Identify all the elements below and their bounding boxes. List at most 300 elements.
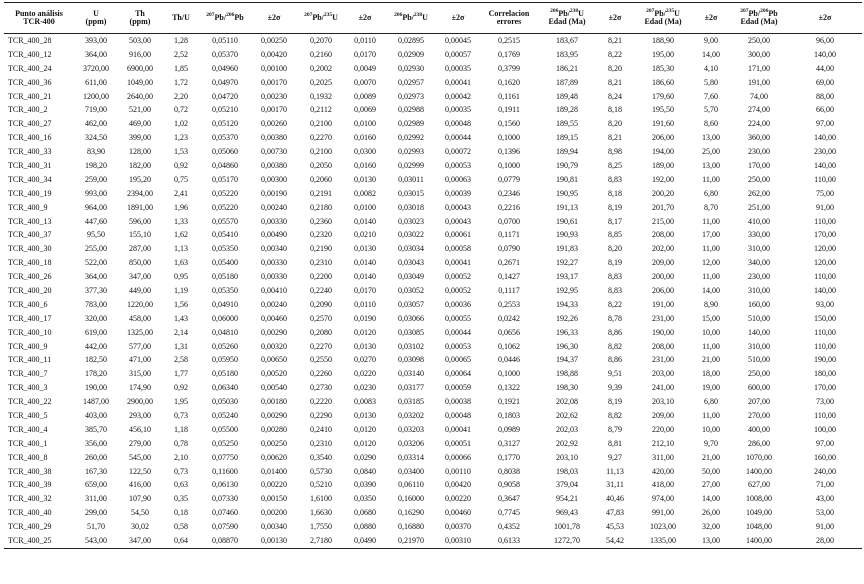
- cell-error-3: 0,00041: [445, 424, 471, 434]
- header-ratio-206-238: $^{206}$Pb/$^{238}$U: [386, 3, 436, 34]
- table-row: [4, 215, 862, 229]
- cell-error-3: 0,00310: [436, 534, 480, 548]
- cell-th-u: 0,73: [174, 466, 188, 476]
- cell-point: TCR_400_21: [8, 91, 52, 101]
- cell-th-u: 2,52: [174, 49, 188, 59]
- cell-age-207-235: 208,00: [652, 341, 674, 351]
- cell-error-1: 0,00620: [261, 452, 287, 462]
- cell-point: TCR_400_34: [8, 174, 52, 184]
- cell-ratio-207-206: 0,05120: [212, 119, 238, 129]
- cell-error-2: 0,0082: [354, 188, 376, 198]
- cell-th-u: 0,92: [174, 383, 188, 393]
- cell-th-ppm: 449,00: [129, 285, 151, 295]
- cell-ratio-207-206: 0,05570: [212, 216, 238, 226]
- table-row: [4, 492, 862, 506]
- cell-error-2: 0,0160: [354, 160, 376, 170]
- cell-ratio-207-235: 0,2050: [310, 160, 332, 170]
- cell-ratio-207-206: 0,05350: [212, 244, 238, 254]
- cell-error-4: 8,21: [608, 35, 622, 45]
- cell-ratio-206-238: 0,02988: [398, 105, 424, 115]
- cell-point: TCR_400_5: [8, 410, 48, 420]
- cell-ratio-206-238: 0,03102: [398, 341, 424, 351]
- cell-age-207-235: 215,00: [652, 216, 674, 226]
- cell-error-2: 0,0840: [354, 466, 376, 476]
- cell-error-4: 9,51: [608, 369, 622, 379]
- cell-u-ppm: 659,00: [85, 480, 107, 490]
- cell-u-ppm: 83,90: [87, 147, 105, 157]
- cell-th-ppm: 399,00: [129, 133, 151, 143]
- table-row: [4, 48, 862, 62]
- cell-th-u: 2,41: [174, 188, 188, 198]
- cell-error-2: 0,0100: [354, 119, 376, 129]
- cell-th-u: 1,95: [174, 397, 188, 407]
- cell-th-u: 1,28: [174, 35, 188, 45]
- cell-age-206-238: 193,17: [556, 272, 578, 282]
- cell-error-6: 44,00: [816, 63, 834, 73]
- cell-th-u: 2,58: [174, 355, 188, 365]
- cell-age-207-206: 230,00: [748, 272, 770, 282]
- cell-u-ppm: 611,00: [85, 77, 107, 87]
- cell-age-207-235: 974,00: [652, 494, 674, 504]
- cell-error-5: 11,00: [702, 244, 720, 254]
- cell-ratio-206-238: 0,03206: [398, 438, 424, 448]
- cell-error-6: 88,00: [816, 91, 834, 101]
- u-pb-data-table: [4, 2, 862, 549]
- cell-error-correlation: 0,1000: [498, 133, 520, 143]
- cell-error-2: 0,0140: [354, 272, 376, 282]
- cell-ratio-207-206: 0,05170: [212, 174, 238, 184]
- cell-error-1: 0,00330: [261, 216, 287, 226]
- cell-ratio-207-206: 0,06000: [212, 313, 238, 323]
- cell-error-5: 19,00: [702, 383, 720, 393]
- header-error-correlation: Correlacion errores: [480, 3, 538, 34]
- cell-error-4: 9,27: [608, 452, 622, 462]
- cell-age-207-206: 1400,00: [730, 534, 788, 548]
- table-row: [4, 451, 862, 465]
- cell-age-207-206: 224,00: [748, 119, 770, 129]
- cell-error-correlation: 0,1911: [498, 105, 520, 115]
- cell-u-ppm: 447,60: [85, 216, 107, 226]
- cell-th-u: 1,23: [174, 133, 188, 143]
- table-row: [4, 353, 862, 367]
- cell-error-4: 8,86: [608, 355, 622, 365]
- cell-age-206-238: 190,93: [556, 230, 578, 240]
- table-row: [4, 367, 862, 381]
- cell-ratio-207-235: 0,2220: [310, 397, 332, 407]
- cell-th-u: 0,72: [174, 105, 188, 115]
- cell-ratio-207-206: 0,06130: [212, 480, 238, 490]
- cell-error-1: 0,00730: [261, 147, 287, 157]
- cell-error-6: 93,00: [816, 299, 834, 309]
- cell-error-correlation: 0,9058: [498, 480, 520, 490]
- cell-ratio-207-206: 0,07460: [212, 508, 238, 518]
- cell-ratio-207-235: 0,2112: [310, 105, 332, 115]
- cell-error-4: 8,81: [608, 438, 622, 448]
- cell-th-u: 1,19: [174, 285, 188, 295]
- cell-age-207-235: 311,00: [652, 452, 674, 462]
- cell-th-u: 1,56: [174, 299, 188, 309]
- cell-age-207-206: 1049,00: [746, 508, 772, 518]
- cell-error-5: 14,00: [702, 49, 720, 59]
- cell-point: TCR_400_17: [8, 313, 52, 323]
- cell-error-3: 0,00110: [445, 466, 471, 476]
- cell-ratio-207-206: 0,05500: [212, 424, 238, 434]
- cell-error-3: 0,00059: [445, 383, 471, 393]
- cell-error-4: 9,39: [608, 383, 622, 393]
- cell-age-207-206: 300,00: [748, 49, 770, 59]
- cell-error-3: 0,00038: [445, 397, 471, 407]
- cell-error-1: 0,00250: [261, 35, 287, 45]
- cell-u-ppm: 719,00: [85, 105, 107, 115]
- table-row: [4, 145, 862, 159]
- cell-error-1: 0,00300: [261, 174, 287, 184]
- cell-age-207-235: 191,60: [652, 119, 674, 129]
- cell-error-2: 0,0160: [354, 133, 376, 143]
- cell-error-4: 8,21: [608, 133, 622, 143]
- cell-th-ppm: 347,00: [129, 272, 151, 282]
- cell-th-u: 2,10: [174, 452, 188, 462]
- cell-age-207-206: 270,00: [748, 410, 770, 420]
- cell-ratio-206-238: 0,02909: [398, 49, 424, 59]
- cell-age-207-235: 212,10: [652, 438, 674, 448]
- cell-u-ppm: 311,00: [85, 494, 107, 504]
- cell-th-u: 1,96: [174, 202, 188, 212]
- cell-error-5: 9,70: [704, 438, 718, 448]
- cell-ratio-207-206: 0,06340: [212, 383, 238, 393]
- cell-u-ppm: 324,50: [85, 133, 107, 143]
- cell-point: TCR_400_28: [8, 35, 52, 45]
- cell-error-6: 73,00: [816, 397, 834, 407]
- cell-error-correlation: 0,1322: [498, 383, 520, 393]
- cell-th-u: 1,53: [174, 147, 188, 157]
- cell-error-1: 0,00520: [261, 369, 287, 379]
- cell-error-correlation: 0,8038: [498, 466, 520, 476]
- cell-point: TCR_400_19: [8, 188, 52, 198]
- cell-error-2: 0,0130: [354, 341, 376, 351]
- cell-ratio-206-238: 0,02973: [398, 91, 424, 101]
- cell-ratio-206-238: 0,03052: [398, 285, 424, 295]
- cell-age-206-238: 192,95: [556, 285, 578, 295]
- cell-point: TCR_400_12: [8, 49, 52, 59]
- cell-error-3: 0,00043: [445, 202, 471, 212]
- cell-u-ppm: 182,50: [85, 355, 107, 365]
- header-error-5: ±2σ: [692, 3, 730, 34]
- cell-error-1: 0,00340: [261, 244, 287, 254]
- cell-age-206-238: 196,33: [556, 327, 578, 337]
- cell-error-4: 8,82: [608, 341, 622, 351]
- cell-error-1: 0,00650: [261, 355, 287, 365]
- cell-error-correlation: 0,2216: [498, 202, 520, 212]
- cell-th-ppm: 1325,00: [127, 327, 153, 337]
- cell-ratio-207-206: 0,05370: [212, 133, 238, 143]
- cell-error-5: 15,00: [702, 313, 720, 323]
- cell-error-5: 4,10: [704, 63, 718, 73]
- cell-ratio-207-206: 0,05180: [212, 369, 238, 379]
- cell-ratio-206-238: 0,03034: [398, 244, 424, 254]
- cell-age-207-235: 188,90: [652, 35, 674, 45]
- cell-error-2: 0,0110: [354, 299, 376, 309]
- cell-age-206-238: 189,48: [556, 91, 578, 101]
- cell-error-6: 53,00: [816, 508, 834, 518]
- cell-error-4: 8,19: [608, 397, 622, 407]
- cell-error-3: 0,00370: [445, 522, 471, 532]
- cell-error-4: 8,18: [608, 105, 622, 115]
- cell-u-ppm: 385,70: [85, 424, 107, 434]
- cell-ratio-207-235: 0,2100: [310, 119, 332, 129]
- cell-point: TCR_400_9: [8, 341, 48, 351]
- table-row: [4, 242, 862, 256]
- cell-error-6: 180,00: [814, 369, 836, 379]
- cell-th-u: 0,63: [174, 480, 188, 490]
- cell-age-207-206: 510,00: [748, 313, 770, 323]
- cell-ratio-206-238: 0,21970: [386, 534, 436, 548]
- cell-ratio-206-238: 0,02993: [398, 147, 424, 157]
- table-row: [4, 534, 862, 548]
- cell-ratio-206-238: 0,03066: [398, 313, 424, 323]
- cell-error-correlation: 0,1000: [498, 369, 520, 379]
- cell-th-u: 0,64: [162, 534, 200, 548]
- cell-age-207-235: 209,00: [652, 258, 674, 268]
- cell-th-u: 1,31: [174, 341, 188, 351]
- cell-error-correlation: 0,2515: [498, 35, 520, 45]
- cell-error-5: 13,00: [692, 534, 730, 548]
- cell-u-ppm: 964,00: [85, 202, 107, 212]
- cell-age-207-235: 191,00: [652, 299, 674, 309]
- cell-error-4: 8,20: [608, 244, 622, 254]
- cell-error-correlation: 0,1161: [498, 91, 520, 101]
- cell-error-4: 40,46: [606, 494, 624, 504]
- cell-th-u: 0,75: [174, 174, 188, 184]
- cell-point: TCR_400_16: [8, 133, 52, 143]
- cell-u-ppm: 320,00: [85, 313, 107, 323]
- cell-error-3: 0,00041: [445, 258, 471, 268]
- table-row: [4, 326, 862, 340]
- cell-error-4: 54,42: [596, 534, 634, 548]
- cell-th-ppm: 471,00: [129, 355, 151, 365]
- cell-ratio-207-206: 0,07590: [212, 522, 238, 532]
- cell-error-6: 97,00: [816, 438, 834, 448]
- header-error-1: ±2σ: [250, 3, 298, 34]
- cell-error-2: 0,0190: [354, 313, 376, 323]
- cell-error-2: 0,0130: [354, 244, 376, 254]
- cell-error-1: 0,00230: [261, 91, 287, 101]
- cell-age-207-206: 250,00: [748, 35, 770, 45]
- cell-error-1: 0,00490: [261, 230, 287, 240]
- cell-error-3: 0,00061: [445, 230, 471, 240]
- table-row: [4, 409, 862, 423]
- cell-error-5: 12,00: [702, 258, 720, 268]
- cell-error-correlation: 0,0700: [498, 216, 520, 226]
- cell-error-correlation: 0,0242: [498, 313, 520, 323]
- cell-error-6: 240,00: [814, 466, 836, 476]
- table-row: [4, 131, 862, 145]
- cell-error-1: 0,00540: [261, 383, 287, 393]
- cell-error-correlation: 0,4352: [498, 522, 520, 532]
- cell-th-u: 0,78: [174, 438, 188, 448]
- cell-ratio-207-235: 0,2270: [310, 341, 332, 351]
- cell-error-2: 0,0350: [354, 494, 376, 504]
- cell-u-ppm: 3720,00: [83, 63, 109, 73]
- cell-error-correlation: 0,1560: [498, 119, 520, 129]
- cell-age-206-238: 198,88: [556, 369, 578, 379]
- cell-age-206-238: 183,67: [556, 35, 578, 45]
- cell-error-3: 0,00048: [445, 119, 471, 129]
- cell-error-3: 0,00072: [445, 147, 471, 157]
- cell-th-ppm: 30,02: [131, 522, 149, 532]
- cell-u-ppm: 619,00: [85, 327, 107, 337]
- cell-th-u: 0,95: [174, 272, 188, 282]
- cell-error-1: 0,00220: [261, 480, 287, 490]
- cell-ratio-207-235: 0,2310: [310, 438, 332, 448]
- cell-u-ppm: 51,70: [87, 522, 105, 532]
- cell-age-207-206: 360,00: [748, 133, 770, 143]
- cell-error-4: 8,22: [608, 299, 622, 309]
- cell-age-207-206: 170,00: [748, 160, 770, 170]
- cell-error-correlation: 0,3647: [498, 494, 520, 504]
- cell-error-6: 140,00: [814, 133, 836, 143]
- cell-th-ppm: 155,10: [129, 230, 151, 240]
- cell-ratio-206-238: 0,03011: [398, 174, 424, 184]
- cell-age-207-235: 189,00: [652, 160, 674, 170]
- cell-age-207-235: 201,70: [652, 202, 674, 212]
- cell-th-ppm: 293,00: [129, 410, 151, 420]
- cell-error-4: 8,20: [608, 119, 622, 129]
- table-row: [4, 284, 862, 298]
- cell-error-3: 0,00053: [445, 160, 471, 170]
- cell-error-5: 6,80: [704, 397, 718, 407]
- cell-point: TCR_400_1: [8, 438, 48, 448]
- cell-error-5: 8,90: [704, 299, 718, 309]
- table-row: [4, 395, 862, 409]
- cell-error-6: 140,00: [814, 49, 836, 59]
- cell-age-207-206: 274,00: [748, 105, 770, 115]
- cell-u-ppm: 255,00: [85, 244, 107, 254]
- table-row: [4, 159, 862, 173]
- cell-th-ppm: 469,00: [129, 119, 151, 129]
- cell-age-207-235: 190,00: [652, 327, 674, 337]
- cell-error-2: 0,0220: [354, 369, 376, 379]
- cell-error-2: 0,0110: [354, 35, 376, 45]
- cell-u-ppm: 377,30: [85, 285, 107, 295]
- cell-ratio-206-238: 0,03203: [398, 424, 424, 434]
- cell-th-ppm: 128,00: [129, 147, 151, 157]
- cell-u-ppm: 1487,00: [83, 397, 109, 407]
- cell-error-6: 170,00: [814, 383, 836, 393]
- cell-th-ppm: 1220,00: [127, 299, 153, 309]
- cell-error-2: 0,0490: [344, 534, 386, 548]
- cell-error-6: 150,00: [814, 313, 836, 323]
- cell-th-ppm: 2640,00: [127, 91, 153, 101]
- cell-error-correlation: 0,3799: [498, 63, 520, 73]
- cell-ratio-206-238: 0,03098: [398, 355, 424, 365]
- cell-ratio-206-238: 0,02930: [398, 63, 424, 73]
- cell-age-207-206: 140,00: [748, 327, 770, 337]
- cell-ratio-207-235: 0,2090: [310, 299, 332, 309]
- cell-error-5: 10,00: [702, 424, 720, 434]
- cell-error-2: 0,0120: [354, 327, 376, 337]
- cell-u-ppm: 1200,00: [83, 91, 109, 101]
- cell-ratio-206-238: 0,03085: [398, 327, 424, 337]
- cell-error-1: 0,00280: [261, 424, 287, 434]
- table-row: [4, 298, 862, 312]
- table-row: [4, 34, 862, 48]
- cell-age-206-238: 189,28: [556, 105, 578, 115]
- cell-error-6: 190,00: [814, 355, 836, 365]
- table-row: [4, 465, 862, 479]
- cell-ratio-207-206: 0,04810: [212, 327, 238, 337]
- cell-age-206-238: 1272,70: [538, 534, 596, 548]
- cell-age-207-235: 195,00: [652, 49, 674, 59]
- table-row: [4, 90, 862, 104]
- cell-error-3: 0,00043: [445, 216, 471, 226]
- cell-error-4: 47,83: [606, 508, 624, 518]
- cell-ratio-207-206: 0,05220: [212, 202, 238, 212]
- cell-point: TCR_400_7: [8, 369, 48, 379]
- cell-ratio-207-206: 0,04960: [212, 63, 238, 73]
- cell-ratio-207-235: 1,6100: [310, 494, 332, 504]
- cell-point: TCR_400_13: [8, 216, 52, 226]
- cell-error-2: 0,0140: [354, 216, 376, 226]
- cell-th-u: 1,77: [174, 369, 188, 379]
- cell-age-207-235: 185,30: [652, 63, 674, 73]
- cell-age-207-235: 192,00: [652, 174, 674, 184]
- table-header: [4, 3, 862, 34]
- cell-ratio-206-238: 0,02957: [398, 77, 424, 87]
- cell-error-5: 9,00: [704, 35, 718, 45]
- cell-ratio-207-206: 0,05220: [212, 188, 238, 198]
- cell-error-2: 0,0290: [354, 452, 376, 462]
- cell-error-2: 0,0049: [354, 63, 376, 73]
- cell-error-2: 0,0300: [354, 147, 376, 157]
- cell-point: TCR_400_24: [8, 63, 52, 73]
- cell-age-207-206: 160,00: [748, 299, 770, 309]
- cell-age-207-235: 194,00: [652, 147, 674, 157]
- cell-error-6: 110,00: [814, 174, 836, 184]
- cell-ratio-207-235: 0,2200: [310, 272, 332, 282]
- cell-error-2: 0,0140: [354, 258, 376, 268]
- cell-age-207-206: 171,00: [748, 63, 770, 73]
- cell-error-1: 0,00460: [261, 313, 287, 323]
- cell-th-u: 1,18: [174, 424, 188, 434]
- cell-ratio-207-235: 2,7180: [298, 534, 344, 548]
- cell-point: TCR_400_11: [8, 355, 52, 365]
- header-age-207-206: $^{207}$Pb/$^{206}$Pb Edad (Ma): [730, 3, 788, 34]
- cell-error-1: 0,00330: [261, 272, 287, 282]
- cell-error-1: 0,00170: [261, 105, 287, 115]
- cell-point: TCR_400_32: [8, 494, 52, 504]
- cell-point: TCR_400_33: [8, 147, 52, 157]
- cell-th-u: 0,73: [174, 410, 188, 420]
- cell-age-207-206: 340,00: [748, 258, 770, 268]
- cell-error-2: 0,0089: [354, 91, 376, 101]
- cell-error-6: 110,00: [814, 327, 836, 337]
- cell-error-6: 110,00: [814, 272, 836, 282]
- table-row: [4, 270, 862, 284]
- cell-ratio-206-238: 0,03140: [398, 369, 424, 379]
- cell-error-6: 100,00: [814, 424, 836, 434]
- cell-error-5: 11,00: [702, 272, 720, 282]
- cell-error-1: 0,00330: [261, 258, 287, 268]
- cell-error-5: 21,00: [702, 355, 720, 365]
- cell-error-correlation: 0,1171: [498, 230, 520, 240]
- header-th: Th (ppm): [118, 3, 162, 34]
- cell-error-6: 110,00: [814, 410, 836, 420]
- cell-error-3: 0,00058: [445, 244, 471, 254]
- header-u: U (ppm): [74, 3, 118, 34]
- cell-th-u: 2,14: [174, 327, 188, 337]
- cell-error-3: 0,00044: [445, 133, 471, 143]
- cell-error-3: 0,00064: [445, 369, 471, 379]
